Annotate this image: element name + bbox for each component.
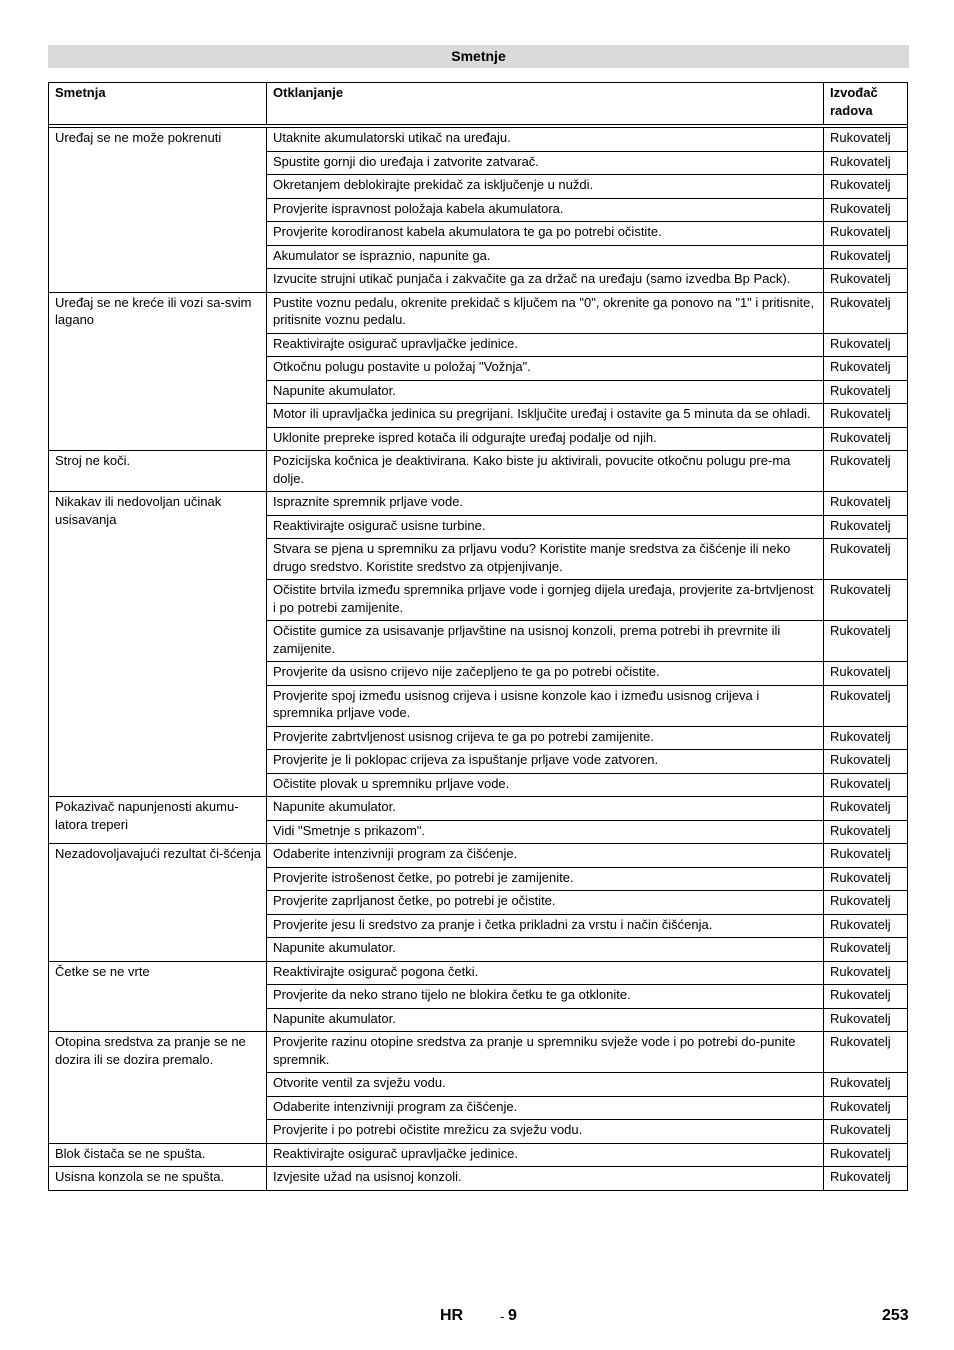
performed-by-cell: Rukovatelj [824, 427, 908, 451]
remedy-cell: Provjerite istrošenost četke, po potrebi je zamijenite. [267, 867, 824, 891]
remedy-cell: Provjerite da neko strano tijelo ne blokira četku te ga otklonite. [267, 985, 824, 1009]
performed-by-cell: Rukovatelj [824, 515, 908, 539]
table-body [49, 125, 908, 1191]
performed-by-cell: Rukovatelj [824, 750, 908, 774]
remedy-cell: Spustite gornji dio uređaja i zatvorite zatvarač. [267, 151, 824, 175]
performed-by-cell: Rukovatelj [824, 380, 908, 404]
remedy-cell: Stvara se pjena u spremniku za prljavu vodu? Koristite manje sredstva za čišćenje ili neko drugo sredstvo. Koristite sredstvo za otpjenjivanje. [267, 539, 824, 580]
header-fault: Smetnja [49, 83, 267, 125]
performed-by-cell: Rukovatelj [824, 844, 908, 868]
remedy-cell: Provjerite je li poklopac crijeva za ispuštanje prljave vode zatvoren. [267, 750, 824, 774]
performed-by-cell: Rukovatelj [824, 985, 908, 1009]
troubleshooting-table [48, 82, 908, 1191]
performed-by-cell: Rukovatelj [824, 151, 908, 175]
table-row [49, 961, 908, 985]
table-row [49, 492, 908, 516]
remedy-cell: Reaktivirajte osigurač upravljačke jedinice. [267, 333, 824, 357]
performed-by-cell: Rukovatelj [824, 1073, 908, 1097]
performed-by-cell: Rukovatelj [824, 1008, 908, 1032]
fault-cell: Stroj ne koči. [49, 451, 267, 492]
footer-section-page: 9 [508, 1307, 517, 1324]
remedy-cell: Provjerite da usisno crijevo nije začepljeno te ga po potrebi očistite. [267, 662, 824, 686]
remedy-cell: Izvjesite užad na usisnoj konzoli. [267, 1167, 824, 1191]
fault-cell: Uređaj se ne može pokrenuti [49, 128, 267, 293]
remedy-cell: Reaktivirajte osigurač pogona četki. [267, 961, 824, 985]
performed-by-cell: Rukovatelj [824, 1096, 908, 1120]
performed-by-cell: Rukovatelj [824, 938, 908, 962]
table-row [49, 1032, 908, 1073]
fault-cell: Blok čistača se ne spušta. [49, 1143, 267, 1167]
performed-by-cell: Rukovatelj [824, 621, 908, 662]
page-number: 253 [882, 1307, 909, 1324]
performed-by-cell: Rukovatelj [824, 245, 908, 269]
remedy-cell: Vidi "Smetnje s prikazom". [267, 820, 824, 844]
remedy-cell: Pustite voznu pedalu, okrenite prekidač s ključem na "0", okrenite ga ponovo na "1" i pritisnite, pritisnite voznu pedalu. [267, 292, 824, 333]
performed-by-cell: Rukovatelj [824, 451, 908, 492]
remedy-cell: Napunite akumulator. [267, 938, 824, 962]
table-row [49, 451, 908, 492]
header-performed-by: Izvođač radova [824, 83, 908, 125]
performed-by-cell: Rukovatelj [824, 333, 908, 357]
performed-by-cell: Rukovatelj [824, 662, 908, 686]
remedy-cell: Provjerite zabrtvljenost usisnog crijeva te ga po potrebi zamijenite. [267, 726, 824, 750]
performed-by-cell: Rukovatelj [824, 292, 908, 333]
performed-by-cell: Rukovatelj [824, 685, 908, 726]
remedy-cell: Provjerite razinu otopine sredstva za pranje u spremniku svježe vode i po potrebi do-punite spremnik. [267, 1032, 824, 1073]
performed-by-cell: Rukovatelj [824, 726, 908, 750]
remedy-cell: Otkočnu polugu postavite u položaj "Vožnja". [267, 357, 824, 381]
performed-by-cell: Rukovatelj [824, 222, 908, 246]
performed-by-cell: Rukovatelj [824, 404, 908, 428]
remedy-cell: Provjerite spoj između usisnog crijeva i usisne konzole kao i između usisnog crijeva i spremnika prljave vode. [267, 685, 824, 726]
fault-cell: Četke se ne vrte [49, 961, 267, 1032]
header-remedy: Otklanjanje [267, 83, 824, 125]
remedy-cell: Provjerite korodiranost kabela akumulatora te ga po potrebi očistite. [267, 222, 824, 246]
remedy-cell: Ispraznite spremnik prljave vode. [267, 492, 824, 516]
performed-by-cell: Rukovatelj [824, 128, 908, 152]
section-title: Smetnje [48, 45, 909, 68]
remedy-cell: Pozicijska kočnica je deaktivirana. Kako biste ju aktivirali, povucite otkočnu polugu pre-ma dolje. [267, 451, 824, 492]
performed-by-cell: Rukovatelj [824, 773, 908, 797]
remedy-cell: Očistite plovak u spremniku prljave vode. [267, 773, 824, 797]
performed-by-cell: Rukovatelj [824, 820, 908, 844]
performed-by-cell: Rukovatelj [824, 269, 908, 293]
table-row [49, 797, 908, 821]
performed-by-cell: Rukovatelj [824, 1143, 908, 1167]
performed-by-cell: Rukovatelj [824, 175, 908, 199]
fault-cell: Otopina sredstva za pranje se ne dozira ili se dozira premalo. [49, 1032, 267, 1144]
performed-by-cell: Rukovatelj [824, 797, 908, 821]
table-row [49, 1167, 908, 1191]
performed-by-cell: Rukovatelj [824, 357, 908, 381]
remedy-cell: Provjerite ispravnost položaja kabela akumulatora. [267, 198, 824, 222]
table-row [49, 292, 908, 333]
remedy-cell: Očistite gumice za usisavanje prljavštine na usisnoj konzoli, prema potrebi ih prevrnite ili zamijenite. [267, 621, 824, 662]
remedy-cell: Odaberite intenzivniji program za čišćenje. [267, 1096, 824, 1120]
performed-by-cell: Rukovatelj [824, 580, 908, 621]
performed-by-cell: Rukovatelj [824, 1120, 908, 1144]
remedy-cell: Utaknite akumulatorski utikač na uređaju. [267, 128, 824, 152]
performed-by-cell: Rukovatelj [824, 492, 908, 516]
footer-language: HR [440, 1307, 464, 1324]
remedy-cell: Reaktivirajte osigurač upravljačke jedinice. [267, 1143, 824, 1167]
performed-by-cell: Rukovatelj [824, 914, 908, 938]
footer-separator: - [500, 1309, 505, 1324]
remedy-cell: Napunite akumulator. [267, 380, 824, 404]
fault-cell: Nezadovoljavajući rezultat či-šćenja [49, 844, 267, 962]
performed-by-cell: Rukovatelj [824, 539, 908, 580]
remedy-cell: Očistite brtvila između spremnika prljave vode i gornjeg dijela uređaja, provjerite za-brtvljenost i po potrebi zamijenite. [267, 580, 824, 621]
performed-by-cell: Rukovatelj [824, 867, 908, 891]
fault-cell: Nikakav ili nedovoljan učinak usisavanja [49, 492, 267, 797]
table-header-row [49, 83, 908, 125]
remedy-cell: Izvucite strujni utikač punjača i zakvačite ga za držač na uređaju (samo izvedba Bp Pack). [267, 269, 824, 293]
table-row [49, 844, 908, 868]
remedy-cell: Uklonite prepreke ispred kotača ili odgurajte uređaj podalje od njih. [267, 427, 824, 451]
remedy-cell: Provjerite zaprljanost četke, po potrebi je očistite. [267, 891, 824, 915]
remedy-cell: Reaktivirajte osigurač usisne turbine. [267, 515, 824, 539]
fault-cell: Usisna konzola se ne spušta. [49, 1167, 267, 1191]
remedy-cell: Motor ili upravljačka jedinica su pregrijani. Isključite uređaj i ostavite ga 5 minuta da se ohladi. [267, 404, 824, 428]
remedy-cell: Akumulator se ispraznio, napunite ga. [267, 245, 824, 269]
fault-cell: Pokazivač napunjenosti akumu-latora treperi [49, 797, 267, 844]
remedy-cell: Napunite akumulator. [267, 1008, 824, 1032]
remedy-cell: Okretanjem deblokirajte prekidač za isključenje u nuždi. [267, 175, 824, 199]
performed-by-cell: Rukovatelj [824, 1167, 908, 1191]
fault-cell: Uređaj se ne kreće ili vozi sa-svim lagano [49, 292, 267, 451]
performed-by-cell: Rukovatelj [824, 1032, 908, 1073]
remedy-cell: Otvorite ventil za svježu vodu. [267, 1073, 824, 1097]
table-row [49, 1143, 908, 1167]
remedy-cell: Odaberite intenzivniji program za čišćenje. [267, 844, 824, 868]
performed-by-cell: Rukovatelj [824, 198, 908, 222]
table-row [49, 128, 908, 152]
performed-by-cell: Rukovatelj [824, 961, 908, 985]
remedy-cell: Provjerite i po potrebi očistite mrežicu za svježu vodu. [267, 1120, 824, 1144]
remedy-cell: Provjerite jesu li sredstvo za pranje i četka prikladni za vrstu i način čišćenja. [267, 914, 824, 938]
remedy-cell: Napunite akumulator. [267, 797, 824, 821]
performed-by-cell: Rukovatelj [824, 891, 908, 915]
